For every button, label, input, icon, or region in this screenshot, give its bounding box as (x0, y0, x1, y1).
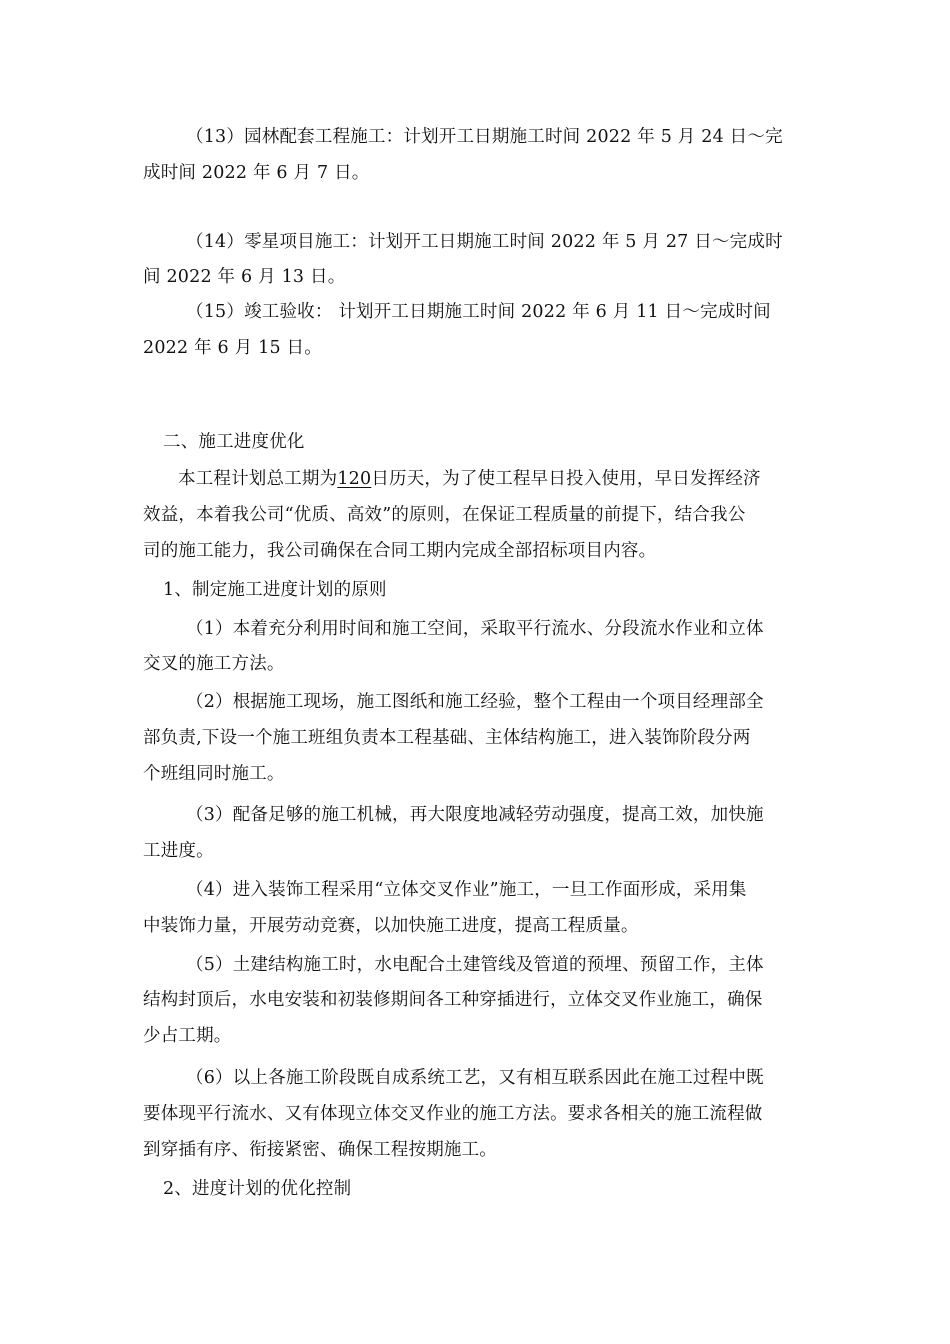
item14-line1: （14）零星项目施工：计划开工日期施工时间 2022 年 5 月 27 日～完成时 (186, 232, 783, 252)
sub2-heading: 2、进度计划的优化控制 (163, 1179, 352, 1199)
item15-line2: 2022 年 6 月 15 日。 (143, 338, 322, 358)
p1-line2: 交叉的施工方法。 (143, 654, 285, 674)
p5-line2: 结构封顶后，水电安装和初装修期间各工种穿插进行，立体交叉作业施工，确保 (143, 990, 763, 1010)
item15-line1: （15）竣工验收： 计划开工日期施工时间 2022 年 6 月 11 日～完成时间 (186, 302, 771, 322)
p5-line3: 少占工期。 (143, 1026, 232, 1046)
p4-line2: 中装饰力量，开展劳动竞赛，以加快施工进度，提高工程质量。 (143, 916, 639, 936)
p3-line2: 工进度。 (143, 841, 214, 861)
intro-line3: 司的施工能力，我公司确保在合同工期内完成全部招标项目内容。 (143, 541, 657, 561)
p5-line1: （5）土建结构施工时，水电配合土建管线及管道的预埋、预留工作，主体 (186, 955, 764, 975)
intro-line2: 效益，本着我公司“优质、高效”的原则，在保证工程质量的前提下，结合我公 (143, 505, 746, 525)
item13-line2: 成时间 2022 年 6 月 7 日。 (143, 163, 370, 183)
section2-heading: 二、施工进度优化 (163, 432, 305, 452)
p1-line1: （1）本着充分利用时间和施工空间，采取平行流水、分段流水作业和立体 (186, 619, 764, 639)
p2-line1: （2）根据施工现场，施工图纸和施工经验，整个工程由一个项目经理部全 (186, 692, 764, 712)
sub1-heading: 1、制定施工进度计划的原则 (163, 580, 387, 600)
intro-line1-post: 日历天，为了使工程早日投入使用，早日发挥经济 (371, 469, 761, 489)
item13-line1: （13）园林配套工程施工：计划开工日期施工时间 2022 年 5 月 24 日～完 (186, 127, 783, 147)
p2-line3: 个班组同时施工。 (143, 764, 285, 784)
item14-line2: 间 2022 年 6 月 13 日。 (143, 267, 346, 287)
p6-line3: 到穿插有序、衔接紧密、确保工程按期施工。 (143, 1140, 497, 1160)
total-duration-days: 120 (337, 469, 372, 489)
p3-line1: （3）配备足够的施工机械，再大限度地减轻劳动强度，提高工效，加快施 (186, 805, 764, 825)
p6-line1: （6）以上各施工阶段既自成系统工艺，又有相互联系因此在施工过程中既 (186, 1068, 764, 1088)
intro-line1 (178, 467, 848, 491)
p6-line2: 要体现平行流水、又有体现立体交叉作业的施工方法。要求各相关的施工流程做 (143, 1104, 763, 1124)
p2-line2: 部负责,下设一个施工班组负责本工程基础、主体结构施工，进入装饰阶段分两 (143, 728, 751, 748)
p4-line1: （4）进入装饰工程采用“立体交叉作业”施工，一旦工作面形成，采用集 (186, 880, 747, 900)
intro-line1-pre: 本工程计划总工期为 (178, 469, 338, 489)
